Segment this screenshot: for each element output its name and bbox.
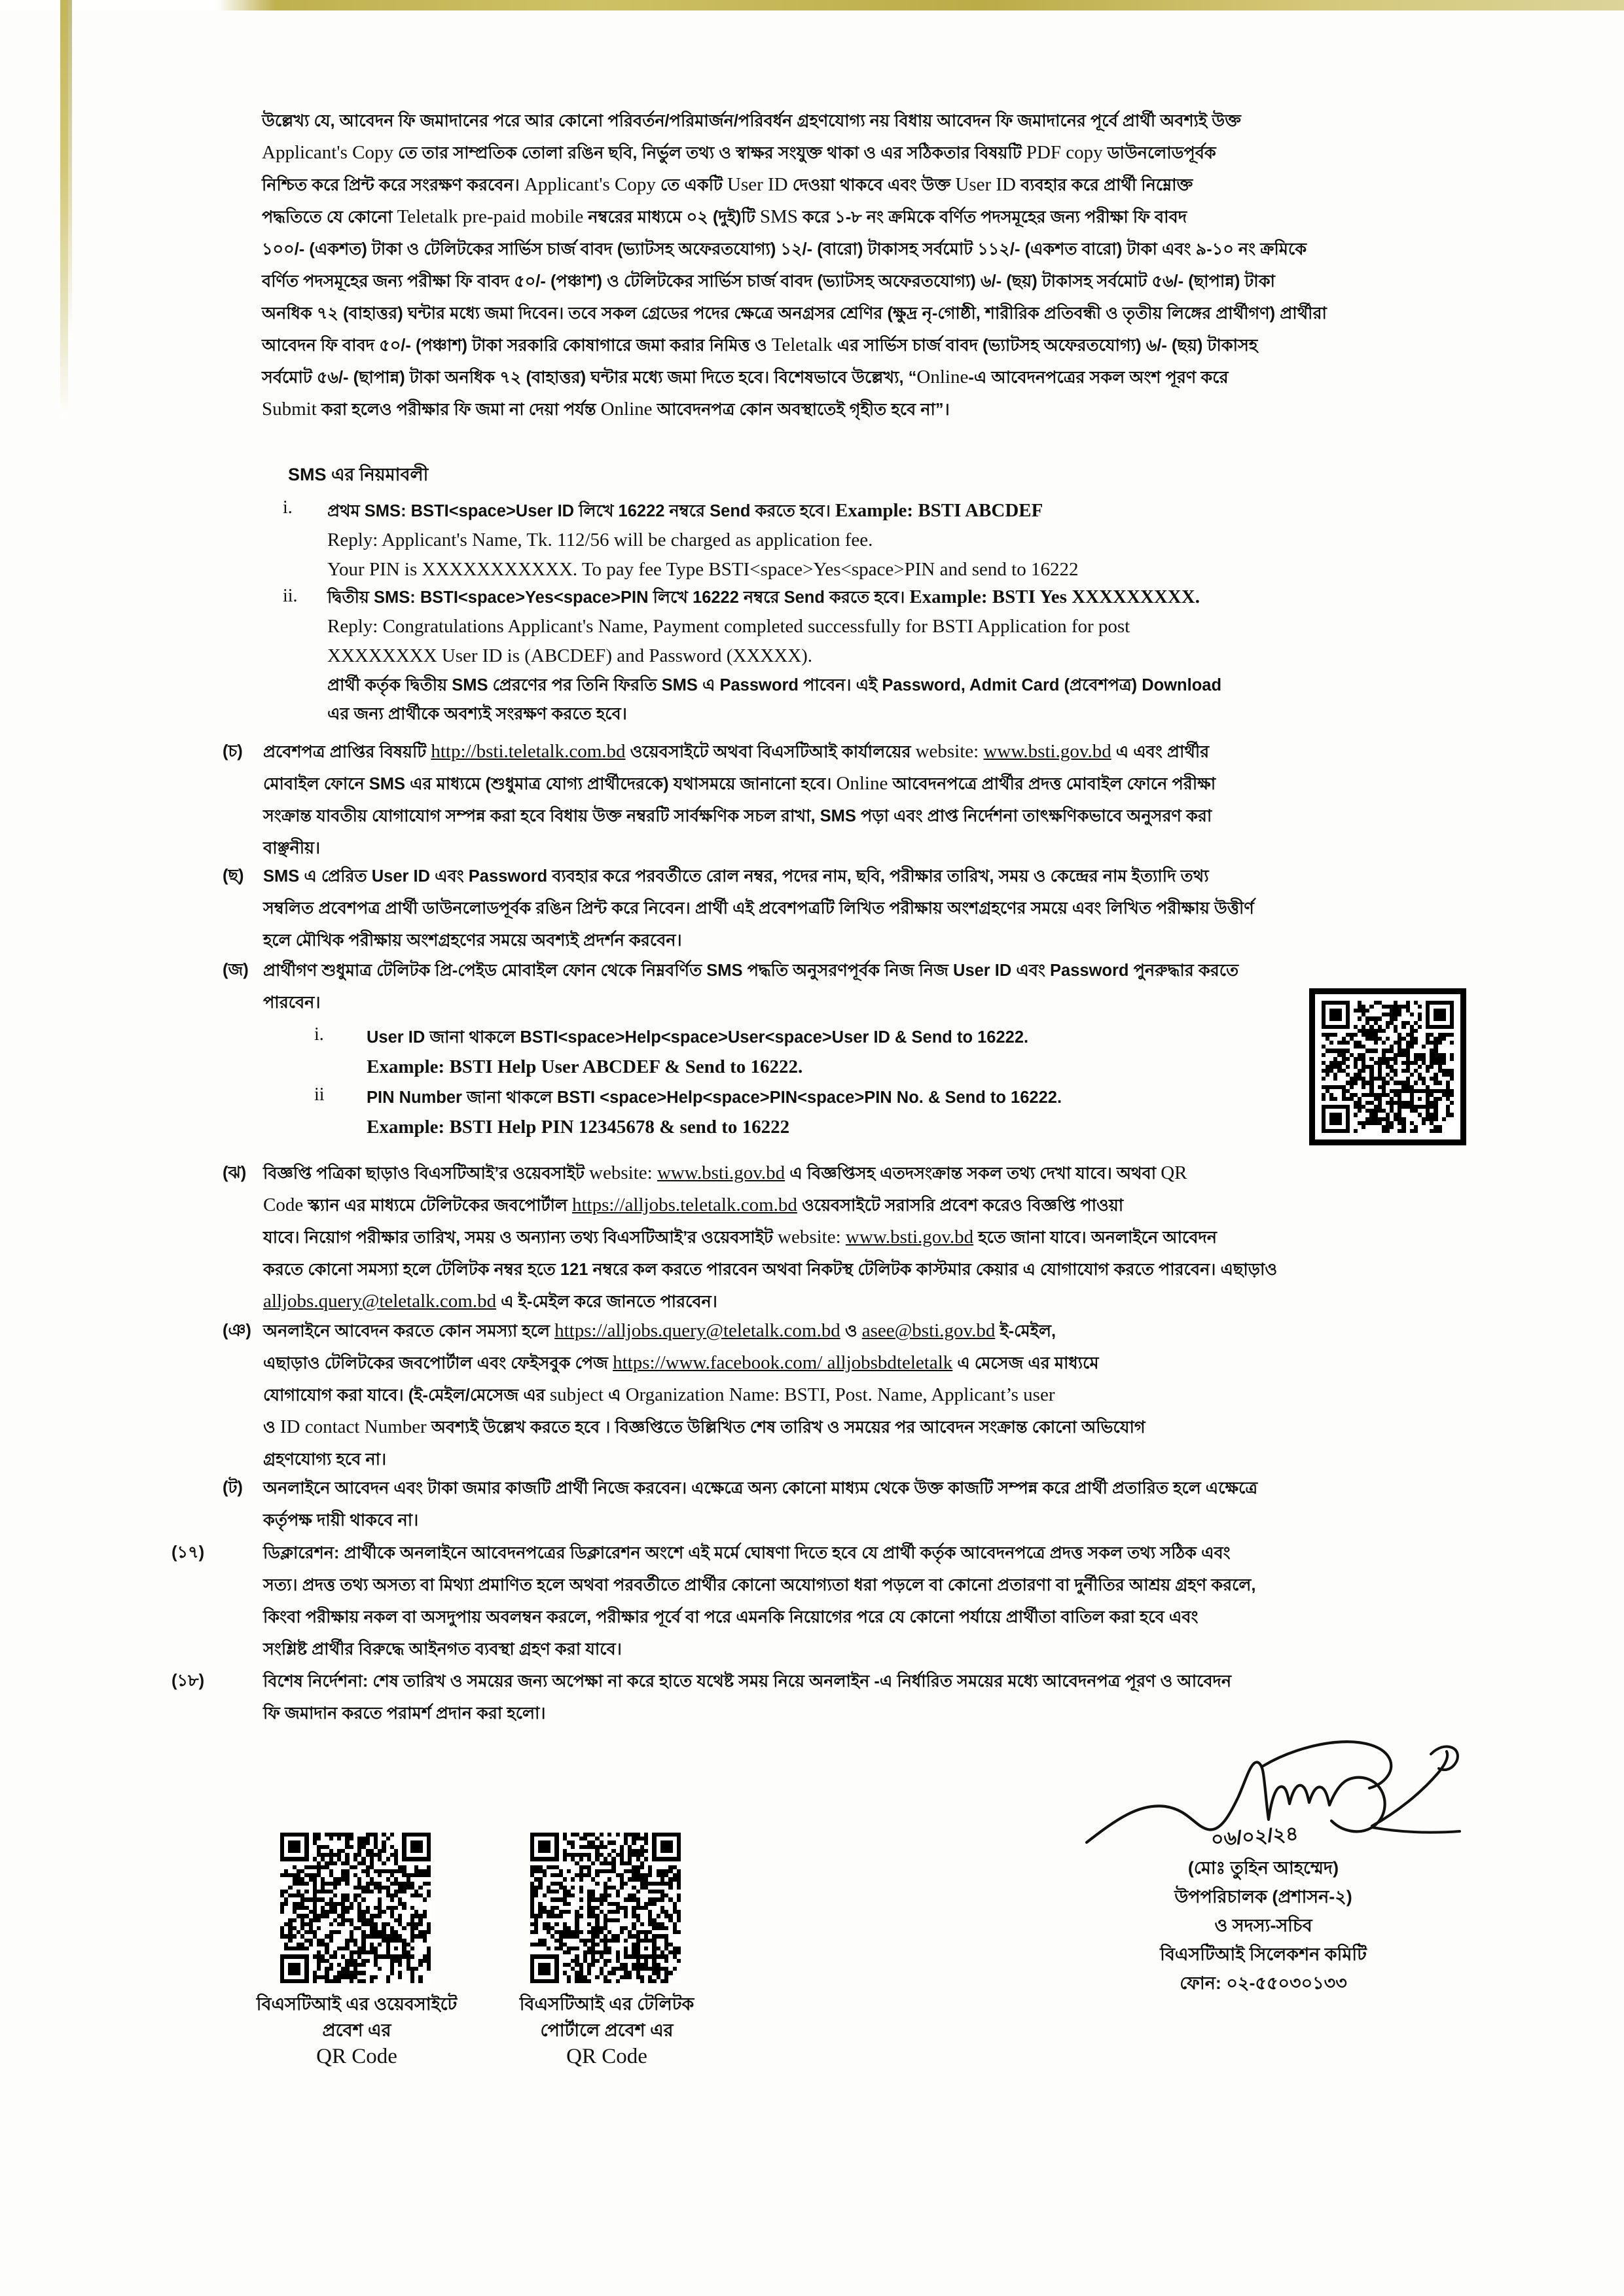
clause-nya-l1-p1: অনলাইনে আবেদন করতে কোন সমস্যা হলে bbox=[263, 1322, 555, 1340]
qr1-caption-line3: QR Code bbox=[316, 2045, 397, 2068]
intro-line-2-en2: PDF copy bbox=[1026, 142, 1103, 163]
clause-marker-chha: (ছ) bbox=[223, 867, 244, 885]
sms-item-1-reply2: Your PIN is XXXXXXXXXXX. To pay fee Type BSTI<space>Yes<space>PIN and send to 16222 bbox=[327, 559, 1079, 580]
intro-line-5: ১০০/- (একশত) টাকা ও টেলিটকের সার্ভিস চার্জ বাবদ (ভ্যাটসহ অফেরতযোগ্য) ১২/- (বারো) টাকাসহ সর্বমোট ১১২/- (একশত বারো) টাকা এবং ৯-১০ নং ক্রমিকে bbox=[262, 240, 1307, 259]
clause-nya-l4-p3: অবশ্যই উল্লেখ করতে হবে । বিজ্ঞপ্তিতে উল্লিখিত শেষ তারিখ ও সময়ের পর আবেদন সংক্রান্ত কোনো অভিযোগ bbox=[426, 1418, 1146, 1437]
intro-line-10-en1: Submit bbox=[262, 399, 317, 420]
clause-jha-l1-p1: বিজ্ঞপ্তি পত্রিকা ছাড়াও বিএসটিআই’র ওয়েবসাইট bbox=[263, 1164, 590, 1183]
intro-line-10-bn1: করা হলেও পরীক্ষার ফি জমা না দেয়া পর্যন্ত bbox=[316, 401, 601, 419]
clause-chha-body bbox=[263, 860, 1376, 956]
qr-code-bsti-website[interactable] bbox=[280, 1833, 431, 1983]
clause-jha-l5-p2: এ ই-মেইল করে জানতে পারবেন। bbox=[496, 1293, 717, 1311]
intro-line-8-bn2: এর সার্ভিস চার্জ বাবদ (ভ্যাটসহ অফেরতযোগ্য) ৬/- (ছয়) টাকাসহ bbox=[832, 336, 1258, 355]
numbered-clause-18-l2: ফি জমাদান করতে পরামর্শ প্রদান করা হলো। bbox=[263, 1704, 546, 1723]
clause-marker-nya: (ঞ) bbox=[223, 1321, 251, 1340]
numbered-clause-17-l1: প্রার্থীকে অনলাইনে আবেদনপত্রের ডিক্লারেশন অংশে এই মর্মে ঘোষণা দিতে হবে যে প্রার্থী কর্তৃক আবেদনপত্রে প্রদত্ত সকল তথ্য সঠিক এবং bbox=[339, 1544, 1231, 1562]
sms-item-2-line1: : BSTI<space>Yes<space>PIN লিখে 16222 নম্বরে Send করতে হবে। bbox=[410, 588, 905, 607]
qr-code-inline-alljobs[interactable] bbox=[1309, 988, 1466, 1145]
intro-line-4-bn1: পদ্ধতিতে যে কোনো bbox=[262, 208, 397, 226]
clause-chha-l3: হলে মৌখিক পরীক্ষায় অংশগ্রহণের সময়ে অবশ্যই প্রদর্শন করবেন। bbox=[263, 931, 682, 950]
clause-cha-l4: বাঞ্ছনীয়। bbox=[263, 839, 321, 857]
clause-jha-l1-p2: website: bbox=[589, 1162, 657, 1183]
sms-item-2-example: Example: BSTI Yes XXXXXXXXX. bbox=[909, 586, 1200, 607]
signature-date: ০৬/০২/২৪ bbox=[1210, 1823, 1299, 1851]
numbered-clause-17-l4: সংশ্লিষ্ট প্রার্থীর বিরুদ্ধে আইনগত ব্যবস্থা গ্রহণ করা যাবে। bbox=[263, 1640, 622, 1659]
sms-item-1-line1: : BSTI<space>User ID লিখে 16222 নম্বরে Send করতে হবে। bbox=[401, 502, 831, 520]
link-bsti-gov-3[interactable]: www.bsti.gov.bd bbox=[845, 1227, 974, 1247]
clause-jha-l3-p4: হতে জানা যাবে। অনলাইনে আবেদন bbox=[973, 1229, 1218, 1247]
clause-nya-l3-p3: এ bbox=[604, 1386, 626, 1405]
clause-jha-l2-p4: ওয়েবসাইটে সরাসরি প্রবেশ করেও বিজ্ঞপ্তি পাওয়া bbox=[797, 1196, 1124, 1215]
intro-line-4-bn3: করে ১-৮ নং ক্রমিকে বর্ণিত পদসমূহের জন্য পরীক্ষা ফি বাবদ bbox=[797, 208, 1187, 226]
signatory-designation: উপপরিচালক (প্রশাসন-২) bbox=[1174, 1887, 1352, 1907]
numbered-clause-18-l1: শেষ তারিখ ও সময়ের জন্য অপেক্ষা না করে হাতে যথেষ্ট সময় নিয়ে অনলাইন -এ নির্ধারিত সময়ের মধ্যে আবেদনপত্র পূরণ ও আবেদন bbox=[368, 1672, 1232, 1691]
clause-nya-l3-p4: Organization Name: BSTI, Post. Name, Applicant’s user bbox=[625, 1384, 1055, 1405]
intro-line-3-bn3: দেওয়া থাকবে এবং উক্ত bbox=[787, 176, 956, 194]
clause-ja-sub-1-example: Example: BSTI Help User ABCDEF & Send to 16222. bbox=[367, 1056, 803, 1077]
intro-line-10-bn2: আবেদনপত্র কোন অবস্থাতেই গৃহীত হবে না”। bbox=[652, 401, 950, 419]
link-facebook-alljobsbdteletalk[interactable]: https://www.facebook.com/ alljobsbdteletalk bbox=[613, 1352, 953, 1373]
signatory-role: ও সদস্য-সচিব bbox=[1214, 1916, 1312, 1935]
signatory-committee: বিএসটিআই সিলেকশন কমিটি bbox=[1160, 1945, 1367, 1964]
qr1-caption-line2: প্রবেশ এর bbox=[322, 2020, 391, 2040]
numbered-clause-17-lead: ডিক্লারেশন: bbox=[263, 1544, 340, 1562]
link-alljobs-teletalk[interactable]: https://alljobs.teletalk.com.bd bbox=[571, 1194, 797, 1215]
clause-ja-sub-2-line: PIN Number জানা থাকলে BSTI <space>Help<space>PIN<space>PIN No. & Send to 16222. bbox=[367, 1088, 1062, 1107]
clause-cha-l2-p3: আবেদনপত্রে প্রার্থীর প্রদত্ত মোবাইল ফোনে পরীক্ষা bbox=[888, 775, 1216, 793]
link-bsti-teletalk[interactable]: http://bsti.teletalk.com.bd bbox=[431, 741, 626, 762]
intro-line-3-bn1: নিশ্চিত করে প্রিন্ট করে সংরক্ষণ করবেন। bbox=[262, 176, 524, 194]
qr-code-teletalk-portal-caption bbox=[466, 1991, 748, 2070]
link-asee-bsti-email[interactable]: asee@bsti.gov.bd bbox=[861, 1320, 996, 1341]
clause-ja-sub-1 bbox=[367, 1022, 1283, 1082]
sms-item-2-number: ii. bbox=[283, 586, 298, 606]
clause-jha-l1-p5: QR bbox=[1161, 1162, 1187, 1183]
intro-line-3-bn2: তে একটি bbox=[655, 176, 728, 194]
clause-jha-l3-p1: যাবে। নিয়োগ পরীক্ষার তারিখ, সময় ও অন্যান্য তথ্য বিএসটিআই’র ওয়েবসাইট bbox=[263, 1229, 778, 1247]
qr2-caption-line2: পোর্টালে প্রবেশ এর bbox=[540, 2020, 674, 2040]
intro-line-2-bn1: তে তার সাম্প্রতিক তোলা রঙিন ছবি, নির্ভুল তথ্য ও স্বাক্ষর সংযুক্ত থাকা ও এর সঠিকতার বিষয়টি bbox=[393, 144, 1026, 162]
link-bsti-gov-1[interactable]: www.bsti.gov.bd bbox=[983, 741, 1111, 762]
numbered-clause-17-marker: (১৭) bbox=[171, 1543, 205, 1562]
clause-chha-l2: সম্বলিত প্রবেশপত্র প্রার্থী ডাউনলোডপূর্বক রঙিন প্রিন্ট করে নিবেন। প্রার্থী এই প্রবেশপত্রটি লিখিত পরীক্ষায় অংশগ্রহণের সময়ে এবং লিখিত পরীক্ষায় উত্তীর্ণ bbox=[263, 899, 1254, 918]
clause-ja-sub-1-line: User ID জানা থাকলে BSTI<space>Help<space>User<space>User ID & Send to 16222. bbox=[367, 1028, 1029, 1047]
intro-line-9-bn2: -এ আবেদনপত্রের সকল অংশ পূরণ করে bbox=[968, 368, 1229, 387]
numbered-clause-17-body bbox=[263, 1537, 1376, 1665]
clause-marker-cha: (চ) bbox=[223, 742, 243, 761]
intro-line-7: অনধিক ৭২ (বাহাত্তর) ঘন্টার মধ্যে জমা দিবেন। তবে সকল গ্রেডের পদের ক্ষেত্রে অনগ্রসর শ্রেণির (ক্ষুদ্র নৃ-গোষ্ঠী, শারীরিক প্রতিবন্ধী ও তৃতীয় লিঙ্গের প্রার্থীগণ) প্রার্থীরা bbox=[262, 304, 1327, 323]
sms-item-2-label: দ্বিতীয় SMS bbox=[327, 588, 410, 607]
signatory-block bbox=[1060, 1854, 1466, 1998]
clause-ja-sub-2 bbox=[367, 1083, 1283, 1142]
intro-line-3-en2: User ID bbox=[727, 174, 788, 195]
intro-line-6: বর্ণিত পদসমূহের জন্য পরীক্ষা ফি বাবদ ৫০/- (পঞ্চাশ) ও টেলিটকের সার্ভিস চার্জ বাবদ (ভ্যাটসহ অফেরতযোগ্য) ৬/- (ছয়) টাকাসহ সর্বমোট ৫৬/- (ছাপান্ন) টাকা bbox=[262, 272, 1275, 291]
clause-chha-l1: SMS এ প্রেরিত User ID এবং Password ব্যবহার করে পরবর্তীতে রোল নম্বর, পদের নাম, ছবি, পরীক্ষার তারিখ, সময় ও কেন্দ্রের নাম ইত্যাদি তথ্য bbox=[263, 867, 1209, 886]
numbered-clause-17-l2: সত্য। প্রদত্ত তথ্য অসত্য বা মিথ্যা প্রমাণিত হলে অথবা পরবর্তীতে প্রার্থীর কোনো অযোগ্যতা ধরা পড়লে বা কোনো প্রতারণা বা দুর্নীতির আশ্রয় গ্রহণ করলে, bbox=[263, 1576, 1256, 1594]
signatory-phone: ফোন: ০২-৫৫০৩০১৩৩ bbox=[1180, 1973, 1347, 1993]
intro-paragraph bbox=[262, 105, 1375, 425]
sms-item-1 bbox=[327, 496, 1375, 584]
sms-item-1-label: প্রথম SMS bbox=[327, 502, 401, 520]
qr1-caption-line1: বিএসটিআই এর ওয়েবসাইটে bbox=[256, 1994, 458, 2014]
intro-line-8-bn1: আবেদন ফি বাবদ ৫০/- (পঞ্চাশ) টাকা সরকারি কোষাগারে জমা করার নিমিত্ত ও bbox=[262, 336, 772, 355]
clause-nya-body bbox=[263, 1315, 1376, 1475]
clause-jha-body bbox=[263, 1157, 1376, 1318]
intro-line-3-en3: User ID bbox=[955, 174, 1016, 195]
clause-cha-l2-p1: মোবাইল ফোনে SMS এর মাধ্যমে (শুধুমাত্র যোগ্য প্রার্থীদেরকে) যথাসময়ে জানানো হবে। bbox=[263, 775, 837, 793]
qr2-caption-line1: বিএসটিআই এর টেলিটক bbox=[519, 1994, 695, 2014]
clause-ja-body bbox=[263, 954, 1310, 1018]
clause-nya-l3-p2: subject bbox=[549, 1384, 604, 1405]
clause-nya-l4-p2: ID contact Number bbox=[280, 1416, 427, 1437]
intro-line-3-bn4: ব্যবহার করে প্রার্থী নিম্নোক্ত bbox=[1015, 176, 1193, 194]
numbered-clause-17-l3: কিংবা পরীক্ষায় নকল বা অসদুপায় অবলম্বন করলে, পরীক্ষার পূর্বে বা পরে এমনকি নিয়োগের পরে যে কোনো পর্যায়ে প্রার্থীতা বাতিল করা হবে এবং bbox=[263, 1608, 1199, 1626]
clause-jha-l4: করতে কোনো সমস্যা হলে টেলিটক নম্বর হতে 121 নম্বরে কল করতে পারবেন অথবা নিকটস্থ টেলিটক কাস্টমার কেয়ার এ যোগাযোগ করতে পারবেন। এছাড়াও bbox=[263, 1261, 1278, 1279]
clause-ja-l1: প্রার্থীগণ শুধুমাত্র টেলিটক প্রি-পেইড মোবাইল ফোন থেকে নিম্নবর্ণিত SMS পদ্ধতি অনুসরণপূর্বক নিজ নিজ User ID এবং Password পুনরুদ্ধার করতে bbox=[263, 961, 1239, 980]
clause-nya-l4-p1: ও bbox=[263, 1418, 280, 1437]
intro-line-4-en2: SMS bbox=[759, 206, 798, 227]
signature-area bbox=[1060, 1728, 1466, 2003]
intro-line-9-bn1: সর্বমোট ৫৬/- (ছাপান্ন) টাকা অনধিক ৭২ (বাহাত্তর) ঘন্টার মধ্যে জমা দিতে হবে। বিশেষভাবে উল্লেখ্য, “ bbox=[262, 368, 917, 387]
clause-marker-ta: (ট) bbox=[223, 1479, 243, 1497]
link-alljobs-query-https[interactable]: https://alljobs.query@teletalk.com.bd bbox=[554, 1320, 840, 1341]
clause-cha-l2-p2: Online bbox=[836, 773, 888, 794]
intro-line-8-en1: Teletalk bbox=[771, 334, 833, 355]
clause-marker-jha: (ঝ) bbox=[223, 1164, 247, 1182]
intro-line-1: উল্লেখ্য যে, আবেদন ফি জমাদানের পরে আর কোনো পরিবর্তন/পরিমার্জন/পরিবর্ধন গ্রহণযোগ্য নয় বিধায় আবেদন ফি জমাদানের পূর্বে প্রার্থী অবশ্যই উক্ত bbox=[262, 112, 1241, 130]
clause-ja-sub-1-number: i. bbox=[314, 1024, 324, 1045]
clause-nya-l1-p5: ই-মেইল, bbox=[995, 1322, 1056, 1340]
sms-item-2 bbox=[327, 583, 1375, 728]
clause-cha-l3: সংক্রান্ত যাবতীয় যোগাযোগ সম্পন্ন করা হবে বিধায় উক্ত নম্বরটি সার্বক্ষণিক সচল রাখা, SMS পড়া এবং প্রাপ্ত নির্দেশনা তাৎক্ষণিকভাবে অনুসরণ করা bbox=[263, 807, 1212, 825]
sms-item-1-number: i. bbox=[283, 497, 293, 518]
clause-cha-body bbox=[263, 736, 1376, 864]
clause-jha-l3-p2: website: bbox=[778, 1227, 846, 1247]
clause-jha-l1-p4: এ বিজ্ঞপ্তিসহ এতদসংক্রান্ত সকল তথ্য দেখা যাবে। অথবা bbox=[785, 1164, 1161, 1183]
clause-nya-l1-p3: ও bbox=[840, 1322, 862, 1340]
intro-line-2-bn2: ডাউনলোডপূর্বক bbox=[1102, 144, 1216, 162]
clause-ja-sub-2-example: Example: BSTI Help PIN 12345678 & send to 16222 bbox=[367, 1117, 790, 1138]
link-bsti-gov-2[interactable]: www.bsti.gov.bd bbox=[657, 1162, 785, 1183]
clause-jha-l2-p2: স্ক্যান এর মাধ্যমে টেলিটকের জবপোর্টাল bbox=[303, 1196, 572, 1215]
numbered-clause-18-body bbox=[263, 1665, 1376, 1729]
clause-jha-l2-p1: Code bbox=[263, 1194, 304, 1215]
sms-item-2-note1: প্রার্থী কর্তৃক দ্বিতীয় SMS প্রেরণের পর তিনি ফিরতি SMS এ Password পাবেন। এই Password, Admit Card (প্রবেশপত্র) Download bbox=[327, 676, 1222, 694]
qr-code-bsti-website-caption bbox=[216, 1991, 497, 2070]
clause-cha-l1-p1: প্রবেশপত্র প্রাপ্তির বিষয়টি bbox=[263, 743, 431, 761]
clause-ja-l2: পারবেন। bbox=[263, 994, 321, 1012]
intro-line-3-en1: Applicant's Copy bbox=[524, 174, 656, 195]
signatory-name: (মোঃ তুহিন আহম্মেদ) bbox=[1187, 1858, 1339, 1878]
clause-nya-l3-p1: যোগাযোগ করা যাবে। (ই-মেইল/মেসেজ এর bbox=[263, 1386, 550, 1405]
numbered-clause-18-marker: (১৮) bbox=[171, 1672, 205, 1690]
intro-line-4-bn2: নম্বরের মাধ্যমে ০২ (দুই)টি bbox=[583, 208, 760, 226]
clause-ta-body bbox=[263, 1472, 1376, 1536]
clause-ta-l1: অনলাইনে আবেদন এবং টাকা জমার কাজটি প্রার্থী নিজে করবেন। এক্ষেত্রে অন্য কোনো মাধ্যম থেকে উক্ত কাজটি সম্পন্ন করে প্রার্থী প্রতারিত হলে এক্ষেত্রে bbox=[263, 1479, 1258, 1498]
sms-item-2-note2: এর জন্য প্রার্থীকে অবশ্যই সংরক্ষণ করতে হবে। bbox=[327, 705, 627, 723]
clause-ja-sub-2-number: ii bbox=[314, 1085, 325, 1105]
intro-line-9-en1: Online bbox=[916, 367, 969, 387]
qr-code-teletalk-portal[interactable] bbox=[530, 1833, 681, 1983]
numbered-clause-18-lead: বিশেষ নির্দেশনা: bbox=[263, 1672, 369, 1691]
sms-rules-heading: SMS এর নিয়মাবলী bbox=[288, 465, 429, 484]
intro-line-2-en1: Applicant's Copy bbox=[262, 142, 393, 163]
clause-nya-l5: গ্রহণযোগ্য হবে না। bbox=[263, 1450, 387, 1469]
sms-item-2-reply2: XXXXXXXX User ID is (ABCDEF) and Password (XXXXX). bbox=[327, 645, 813, 666]
clause-ta-l2: কর্তৃপক্ষ দায়ী থাকবে না। bbox=[263, 1511, 419, 1530]
intro-line-4-en1: Teletalk pre-paid mobile bbox=[397, 206, 584, 227]
qr2-caption-line3: QR Code bbox=[566, 2045, 647, 2068]
intro-line-10-en2: Online bbox=[600, 399, 653, 420]
sms-item-1-reply1: Reply: Applicant's Name, Tk. 112/56 will be charged as application fee. bbox=[327, 529, 873, 550]
clause-nya-l2-p3: এ মেসেজ এর মাধ্যমে bbox=[952, 1354, 1099, 1372]
link-alljobs-query-email[interactable]: alljobs.query@teletalk.com.bd bbox=[263, 1291, 497, 1312]
clause-cha-l1-p4: website: bbox=[915, 741, 984, 762]
clause-cha-l1-p3: ওয়েবসাইটে অথবা বিএসটিআই কার্যালয়ের bbox=[625, 743, 916, 761]
clause-marker-ja: (জ) bbox=[223, 961, 249, 979]
clause-cha-l1-p6: এ এবং প্রার্থীর bbox=[1111, 743, 1210, 761]
clause-nya-l2-p1: এছাড়াও টেলিটকের জবপোর্টাল এবং ফেইসবুক পেজ bbox=[263, 1354, 613, 1372]
sms-item-2-reply1: Reply: Congratulations Applicant's Name, Payment completed successfully for BSTI Application for post bbox=[327, 616, 1130, 637]
sms-item-1-example: Example: BSTI ABCDEF bbox=[835, 500, 1043, 521]
